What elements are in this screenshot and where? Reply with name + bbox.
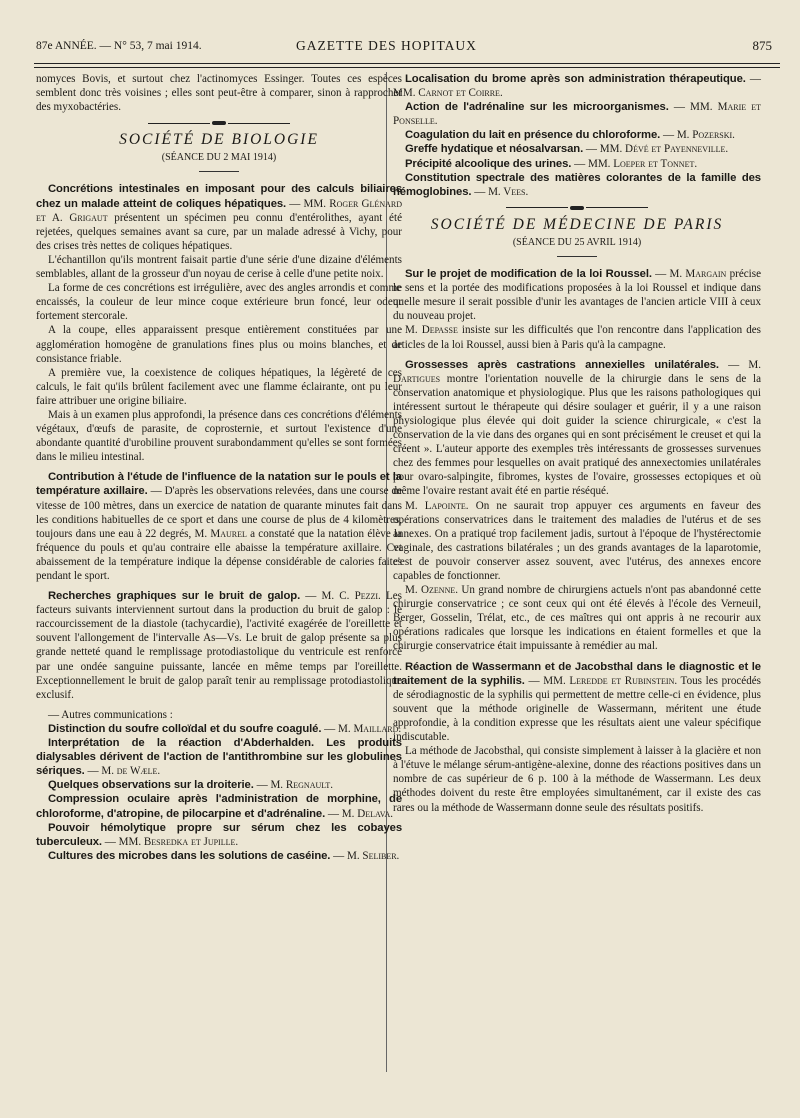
paragraph: La méthode de Jacobsthal, qui consiste simplement à laisser à la glacière et non à l'étuve le mélange sérum-antigène-alexine, donne des réactions positives dans un nombre de cas supérieur de 6 p. 100 à la méthode de Wassermann. Les deux méthodes doivent du reste être employées simultanément, car il existe des cas rares ou la méthode de Wassermann donne seule des résultats positifs. — [393, 745, 761, 814]
issue-info: 87e ANNÉE. — N° 53, 7 mai 1914. — [36, 40, 202, 52]
communication-item: Pouvoir hémolytique propre sur sérum chez les cobayes tuberculeux. — MM. Besredka et Jupille. — [36, 821, 402, 848]
section-ornament — [36, 121, 402, 125]
paragraph: M. Lapointe. On ne saurait trop appuyer ces arguments en faveur des opérations conservatrices dans le traitement des maladies de l'utérus et de ses annexes. On a pratiqué trop facilement jadis, surtout à l'époque de l'hystérectomie vaginale, des castrations bilatérales ; un des grands avantages de la laparotomie, c'est de pouvoir conserver assez souvent, avec l'utérus, des annexes encore capables de fonctionner. — [393, 499, 761, 582]
communication-item: Action de l'adrénaline sur les microorganismes. — MM. Marie et Ponselle. — [393, 101, 761, 128]
article-title: Réaction de Wassermann et de Jacobsthal dans le diagnostic et le traitement de la syphilis. — [393, 660, 761, 687]
session-date: (SÉANCE DU 25 AVRIL 1914) — [512, 236, 642, 248]
paragraph: M. Ozenne. Un grand nombre de chirurgiens actuels n'ont pas abandonné cette chirurgie conservatrice ; ce sont ceux qui ont été élevés à l'école des Verneuil, Berger, Gosselin, Trélat, etc., de ces maîtres qui ont appris à ne recourir aux opérations radicales que lorsque les indications en étaient formelles et que la chirurgie conservatrice était impuissante à remédier au mal. — [393, 584, 761, 653]
communication-item: Quelques observations sur la droiterie. — M. Regnault. — [48, 779, 334, 792]
article-title: Contribution à l'étude de l'influence de la natation sur le pouls et la température axillaire. — [36, 471, 402, 498]
society-title: SOCIÉTÉ DE MÉDECINE DE PARIS — [430, 215, 724, 233]
communication-item: Cultures des microbes dans les solutions de caséine. — M. Seliber. — [48, 849, 400, 862]
other-communications-label: — Autres communications : — [48, 708, 173, 721]
right-column — [393, 72, 761, 815]
communication-item: Compression oculaire après l'administration de morphine, de chloroforme, d'atropine, de pilocarpine et d'adrénaline. — M. Delava. — [36, 793, 402, 820]
short-rule — [199, 171, 239, 172]
communication-item: Interprétation de la réaction d'Abderhalden. Les produits dialysables dérivent de l'action de l'antithrombine sur les globulines sériques. — M. de Wæle. — [36, 737, 402, 778]
paragraph: A première vue, la coexistence de coliques hépatiques, la légèreté de ces calculs, le fait qu'ils brûlent facilement avec une flamme éclairante, ont pu leur faire attribuer une origine biliaire. — [36, 366, 402, 407]
communication-item: Localisation du brome après son administration thérapeutique. — MM. Carnot et Coirre. — [393, 73, 761, 100]
communication-item: Greffe hydatique et néosalvarsan. — MM. Dévé et Payenneville. — [405, 143, 729, 156]
article-title: Recherches graphiques sur le bruit de galop. — [48, 590, 301, 603]
article-roussel: Sur le projet de modification de la loi Roussel. — M. Margain précise le sens et la portée des modifications proposées à la loi Roussel et indique dans quelle mesure il serait possible d'unir les avantages de l'ancien article VIII à ceux du nouveau projet. — [393, 268, 761, 323]
left-column — [36, 72, 402, 863]
section-ornament — [393, 206, 761, 210]
article-natation: Contribution à l'étude de l'influence de la natation sur le pouls et la température axillaire. — D'après les observations relevées, dans une course de vitesse de 100 mètres, dans un exercice de natation de quarante minutes fait dans les conditions habituelles de ce sport et dans une course de plus de 4 kilomètres, toujours dans une eau à 22 degrés, M. Maurel a constaté que la natation élève la fréquence du pouls et qu'au contraire elle abaisse la température axillaire. Cet abaissement de la température indique la dépense considérable de calories faites pendant le sport. — [36, 471, 403, 582]
article-authors: MM. Roger Glénard et A. Grigaut — [36, 197, 402, 224]
header-rule-thin — [34, 67, 780, 68]
communication-item: Précipité alcoolique des urines. — MM. Loeper et Tonnet. — [405, 157, 698, 170]
article-title: Concrétions intestinales en imposant pour des calculs biliaires chez un malade atteint de coliques hépatiques. — [36, 183, 402, 210]
header-rule — [34, 63, 780, 64]
article-authors: M. Maurel — [194, 527, 247, 540]
article-galop: Recherches graphiques sur le bruit de galop. — M. C. Pezzi. Les facteurs suivants interviennent surtout dans la production du bruit de galop : le raccourcissement de la diastole (tachycardie), l'activité exagérée de l'oreillette et souvent l'allongement de l'intervalle As—Vs. Le bruit de galop présente sa plus grande netteté quand le remplissage protodiastolique du ventricule est renforcé par une ondée sanguine puissante, lancée en même temps par l'oreillette. Exceptionnellement le bruit de galop paraît tenir au remplissage protodiastolique exclusif. — [36, 590, 402, 701]
paragraph: La forme de ces concrétions est irrégulière, avec des angles arrondis et comme encaissés, la couleur de leur mince coque extérieure brun foncé, leur odeur fortement stercorale. — [36, 282, 402, 323]
intro-paragraph: nomyces Bovis, et surtout chez l'actinomyces Essinger. Toutes ces espèces semblent donc très voisines ; elles sont peut-être à comparer, sinon à rapprocher des myxobactéries. — [36, 73, 402, 114]
article-calculs: Concrétions intestinales en imposant pour des calculs biliaires chez un malade atteint de coliques hépatiques. — MM. Roger Glénard et A. Grigaut présentent un spécimen peu connu d'entérolithes, ayant été rejetées, quelques semaines avant sa cure, par un malade adressé à Vichy, pour des crises très nettes de coliques hépatiques. — [36, 183, 402, 252]
article-title: Sur le projet de modification de la loi Roussel. — [405, 268, 652, 281]
communication-item: Distinction du soufre colloïdal et du soufre coagulé. — M. Maillard. — [48, 722, 402, 735]
article-title: Grossesses après castrations annexielles unilatérales. — [405, 358, 719, 371]
paragraph: A la coupe, elles apparaissent presque entièrement constituées par une agglomération homogène de granulations fines plus ou moins blanches, et de consistance friable. — [36, 324, 402, 365]
article-authors: — M. C. Pezzi. — [300, 590, 381, 603]
page-number: 875 — [752, 38, 772, 53]
article-wassermann: Réaction de Wassermann et de Jacobsthal dans le diagnostic et le traitement de la syphilis. — MM. Leredde et Rubinstein. Tous les procédés de sérodiagnostic de la syphilis qui permettent de mettre celle-ci en évidence, plus souvent que la méthode originelle de Wassermann, méritent une étude approfondie, à la condition expresse que les résultats aient une valeur spécifique indiscutable. — [393, 660, 761, 744]
session-date: (SÉANCE DU 2 MAI 1914) — [161, 152, 277, 164]
journal-title: GAZETTE DES HOPITAUX — [296, 38, 477, 53]
society-title: SOCIÉTÉ DE BIOLOGIE — [119, 131, 319, 149]
communication-item: Coagulation du lait en présence du chloroforme. — M. Pozerski. — [405, 129, 735, 142]
paragraph: M. Depasse insiste sur les difficultés que l'on rencontre dans l'application des articles de la loi Roussel, aussi bien à Paris qu'à la campagne. — [393, 324, 761, 351]
short-rule — [557, 256, 597, 257]
communication-item: Constitution spectrale des matières colorantes de la famille des hémoglobines. — M. Vees. — [393, 171, 761, 198]
article-grossesses: Grossesses après castrations annexielles unilatérales. — M. Dartigues montre l'orientation nouvelle de la chirurgie dans le sens de la conservation anatomique et physiologique. Plus que les raisons pathologiques qui intéressent surtout le thérapeute qui désire soulager et guérir, il y a une raison physiologique plus élevée qui doit guider la science chirurgicale, « c'est la conservation de la vie dans des organes qui en sont précisément le creuset et qui la créent ». L'auteur apporte des exemples très intéressants de grossesses survenues chez des femmes pour lesquelles on avait pratiqué des annexectomies unilatérales pour ovaro-salpingite, fibromes, kystes de l'ovaire, grossesses ectopiques et où même l'ovaire restant avait été en partie réséqué. — [393, 358, 762, 498]
paragraph: Mais à un examen plus approfondi, la présence dans ces concrétions d'éléments végétaux, d'œufs de parasite, de coprosternie, et surtout l'existence d'une abondante quantité d'urobiline prouvent surabondamment qu'elles se sont formées dans le milieu intestinal. — [36, 408, 402, 464]
running-header — [36, 36, 780, 60]
paragraph: L'échantillon qu'ils montrent faisait partie d'une série d'une dizaine d'éléments semblables, allant de la grosseur d'un noyau de cerise à celle d'une petite noix. — [36, 253, 402, 281]
